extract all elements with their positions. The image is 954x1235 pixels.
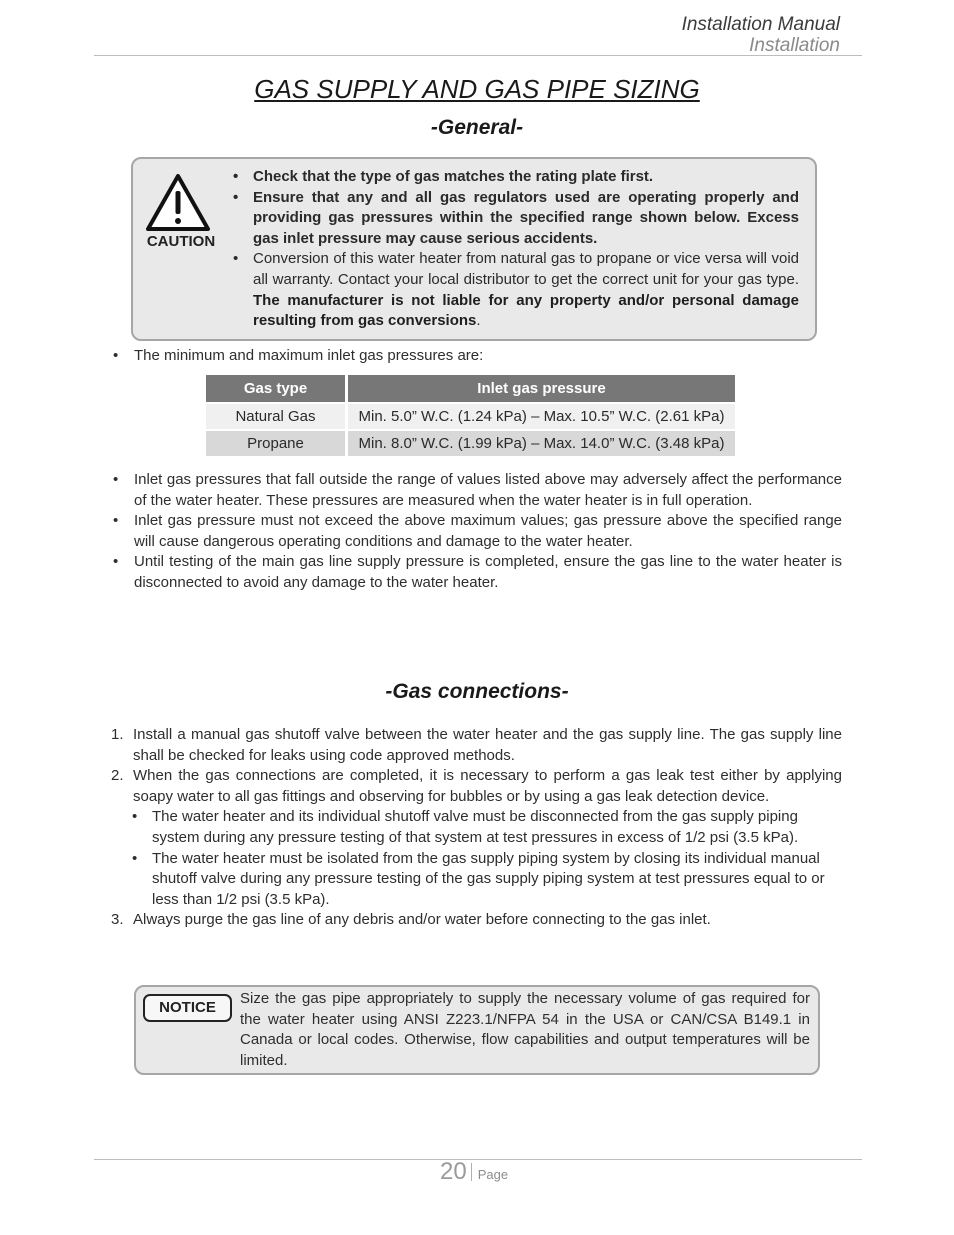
step-text: Install a manual gas shutoff valve between the water heater and the gas supply line. The gas supply line shall be checked for leaks using code approved methods. — [133, 726, 842, 764]
pressure-intro-list — [113, 346, 842, 367]
page-footer — [440, 1158, 508, 1186]
list-item: • Inlet gas pressures that fall outside the range of values listed above may adversely affect the performance of the water heater. These pressures are measured when the water heater is in full operation. — [113, 470, 842, 511]
footer-separator — [471, 1163, 472, 1181]
caution-item: • Ensure that any and all gas regulators used are operating properly and providing gas pressures within the specified range shown below. Excess gas inlet pressure may cause serious accidents. — [233, 188, 799, 250]
caution-item-text: Conversion of this water heater from natural gas to propane or vice versa will void all warranty. Contact your local distributor to get the correct unit for your gas type. — [253, 250, 799, 288]
notice-label: NOTICE — [143, 994, 232, 1022]
header-manual-title: Installation Manual — [681, 14, 840, 35]
step-item — [111, 910, 842, 931]
gas-pressure-table — [206, 375, 735, 456]
step-item — [111, 766, 842, 807]
step-number: 1. — [111, 726, 124, 743]
notice-box — [134, 985, 820, 1075]
step-item — [111, 725, 842, 766]
caution-list — [233, 167, 799, 332]
caution-box — [131, 157, 817, 341]
table-header-cell: Gas type — [206, 375, 347, 403]
table-header-cell: Inlet gas pressure — [347, 375, 736, 403]
table-row — [206, 403, 735, 430]
list-item: • The minimum and maximum inlet gas pressures are: — [113, 346, 842, 367]
table-cell: Min. 8.0” W.C. (1.99 kPa) – Max. 14.0” W.C. (3.48 kPa) — [347, 430, 736, 456]
list-item: • Until testing of the main gas line supply pressure is completed, ensure the gas line to the water heater is disconnected to avoid any damage to the water heater. — [113, 552, 842, 593]
caution-label: CAUTION — [146, 233, 216, 250]
table-cell: Propane — [206, 430, 347, 456]
step-sublist — [111, 807, 842, 910]
page-number: 20 — [440, 1158, 467, 1185]
general-heading: -General- — [430, 116, 524, 139]
page-label: Page — [477, 1167, 509, 1182]
caution-item-bold: The manufacturer is not liable for any property and/or personal damage resulting from gas conversions — [253, 291, 799, 330]
step-number: 2. — [111, 767, 124, 785]
step-sublist-wrapper — [111, 807, 842, 910]
caution-item-end: . — [476, 312, 481, 330]
running-header — [682, 14, 840, 56]
gas-connections-heading: -Gas connections- — [385, 680, 569, 703]
table-cell: Natural Gas — [206, 403, 347, 430]
pressure-notes-list — [113, 470, 842, 594]
header-section: Installation — [749, 35, 840, 56]
table-row — [206, 430, 735, 456]
table-cell: Min. 5.0” W.C. (1.24 kPa) – Max. 10.5” W.C. (2.61 kPa) — [347, 403, 736, 430]
step-text: Always purge the gas line of any debris and/or water before connecting to the gas inlet. — [133, 911, 711, 929]
warning-triangle-icon — [145, 173, 211, 233]
table-header-row — [206, 375, 735, 403]
step-text: When the gas connections are completed, it is necessary to perform a gas leak test either by applying soapy water to all gas fittings and observing for bubbles or by using a gas leak detection device. — [133, 767, 842, 805]
sub-list-item: • The water heater must be isolated from the gas supply piping system by closing its individual manual shutoff valve during any pressure testing of the gas supply piping system at test pressures equal to or less than 1/2 psi (3.5 kPa). — [111, 849, 842, 911]
page-title: GAS SUPPLY AND GAS PIPE SIZING — [254, 74, 700, 104]
gas-connection-steps — [111, 725, 842, 931]
list-item: • Inlet gas pressure must not exceed the above maximum values; gas pressure above the specified range will cause dangerous operating conditions and damage to the water heater. — [113, 511, 842, 552]
notice-text: Size the gas pipe appropriately to supply the necessary volume of gas required for the water heater using ANSI Z223.1/NFPA 54 in the USA or CAN/CSA B149.1 in Canada or local codes. Otherwise, flow capabilities and output temperatures will be limited. — [240, 990, 810, 1069]
caution-item: • Check that the type of gas matches the rating plate first. — [233, 167, 799, 188]
caution-item — [233, 249, 799, 331]
step-number: 3. — [111, 911, 124, 929]
header-rule — [94, 55, 862, 56]
sub-list-item: • The water heater and its individual shutoff valve must be disconnected from the gas supply piping system during any pressure testing of that system at test pressures in excess of 1/2 psi (3.5 kPa). — [111, 807, 842, 848]
